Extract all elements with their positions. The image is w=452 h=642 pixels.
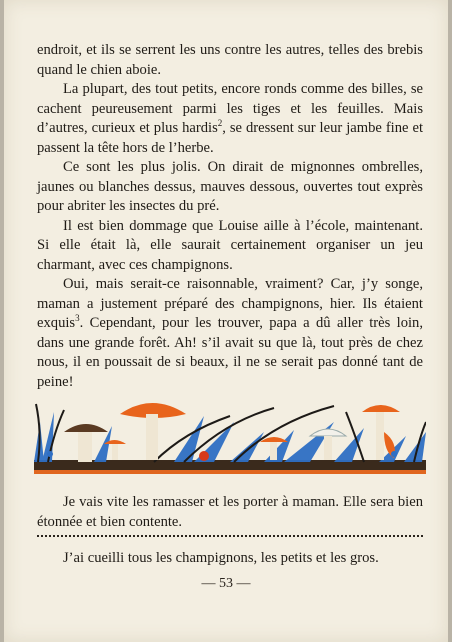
paragraph: Il est bien dommage que Louise aille à l’école, maintenant. Si elle était là, elle saurait certainement organiser un jeu charmant, avec ces champignons. [37, 217, 423, 273]
body-text-top [37, 41, 423, 392]
body-text-bottom [37, 493, 423, 532]
footnote-marker: 2 [217, 118, 223, 129]
footnote-marker: 3 [75, 313, 80, 324]
mushroom-illustration [34, 392, 426, 476]
page-number: — 53 — [201, 576, 251, 591]
paragraph: Ce sont les plus jolis. On dirait de mignonnes ombrelles, jaunes ou blanches dessus, mauves dessous, ouvertes tout exprès pour abriter les insectes du pré. [37, 159, 423, 214]
closing-sentence [37, 549, 423, 569]
book-page [4, 0, 448, 642]
paragraph: Oui, mais serait-ce raisonnable, vraiment? Car, j’y songe, maman a justement préparé des champignons, hier. Ils étaient exquis$^3$. Cependant, pour les trouver, papa a dû aller très loin, dans une grande forêt. Ah! s’il avait su que là, tout près de chez nous, il en poussait de si beaux, il ne se serait pas donné tant de peine! [37, 276, 423, 390]
dotted-separator [37, 535, 423, 537]
paragraph: J’ai cueilli tous les champignons, les petits et les gros. [63, 550, 379, 566]
paragraph: Je vais vite les ramasser et les porter à maman. Elle sera bien étonnée et bien contente. [37, 494, 423, 530]
paragraph: endroit, et ils se serrent les uns contre les autres, telles des brebis quand le chien aboie. [37, 42, 423, 78]
paragraph: La plupart, des tout petits, encore ronds comme des billes, se cachent peureusement parmi les tiges et les feuilles. Mais d’autres, curieux et plus hardis$^2$, se dressent sur leur jambe fine et passent la tête hors de l’herbe. [37, 81, 423, 156]
